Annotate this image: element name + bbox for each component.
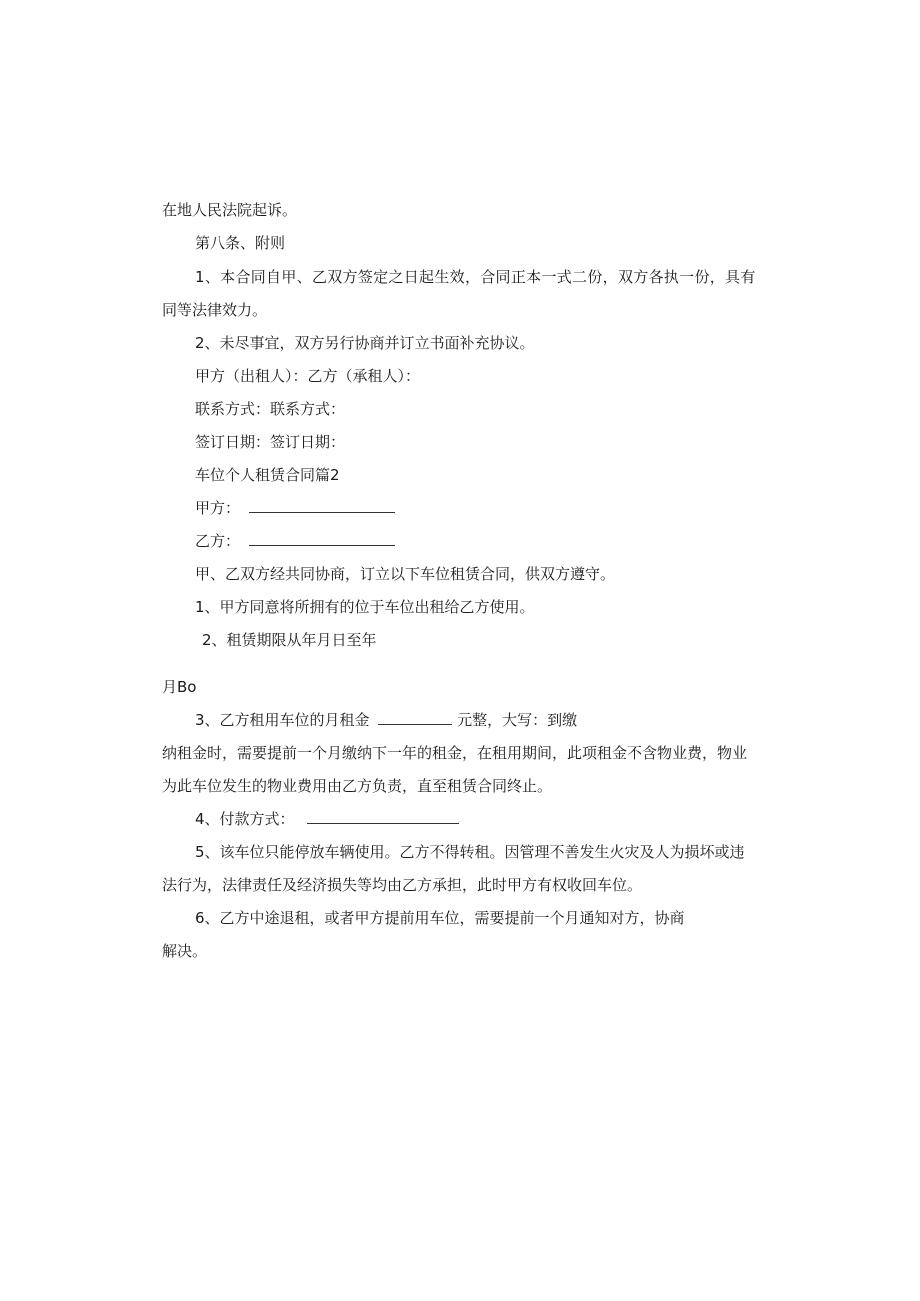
sign-date-line: 签订日期：签订日期： — [195, 433, 346, 451]
contact-line: 联系方式：联系方式： — [195, 400, 346, 418]
paragraph-line: 2、租赁期限从年月日至年 — [202, 631, 377, 649]
signature-parties-line: 甲方（出租人）：乙方（承租人）： — [195, 367, 421, 385]
party-a-blank — [249, 498, 395, 513]
paragraph-line: 2、未尽事宜，双方另行协商并订立书面补充协议。 — [195, 334, 535, 352]
paragraph-line: 1、甲方同意将所拥有的位于车位出租给乙方使用。 — [195, 598, 535, 616]
contract-title: 车位个人租赁合同篇2 — [195, 466, 340, 484]
paragraph-line: 同等法律效力。 — [162, 301, 268, 319]
payment-label: 4、付款方式： — [195, 810, 295, 828]
rent-field — [195, 710, 577, 730]
party-b-label: 乙方： — [195, 532, 241, 550]
paragraph-line: 1、本合同自甲、乙双方签定之日起生效，合同正本一式二份，双方各执一份，具有 — [195, 268, 756, 286]
section-heading: 第八条、附则 — [195, 234, 286, 252]
paragraph-line: 解决。 — [162, 942, 208, 960]
paragraph-line: 甲、乙双方经共同协商，订立以下车位租赁合同，供双方遵守。 — [195, 565, 616, 583]
rent-blank — [378, 710, 452, 725]
party-a-field — [195, 498, 395, 518]
paragraph-line: 在地人民法院起诉。 — [162, 201, 298, 219]
paragraph-line: 6、乙方中途退租，或者甲方提前用车位，需要提前一个月通知对方，协商 — [195, 909, 685, 927]
paragraph-line: 月Bo — [162, 678, 197, 696]
paragraph-line: 法行为，法律责任及经济损失等均由乙方承担，此时甲方有权收回车位。 — [162, 876, 643, 894]
paragraph-line: 5、该车位只能停放车辆使用。乙方不得转租。因管理不善发生火灾及人为损坏或违 — [195, 843, 745, 861]
payment-blank — [307, 809, 459, 824]
rent-label: 3、乙方租用车位的月租金 — [195, 711, 370, 729]
party-b-field — [195, 531, 395, 551]
paragraph-line: 为此车位发生的物业费用由乙方负责，直至租赁合同终止。 — [162, 777, 553, 795]
rent-suffix: 元整，大写：到缴 — [457, 711, 578, 729]
paragraph-line: 纳租金时，需要提前一个月缴纳下一年的租金，在租用期间，此项租金不含物业费，物业 — [162, 744, 748, 762]
party-a-label: 甲方： — [195, 499, 241, 517]
party-b-blank — [249, 531, 395, 546]
payment-field — [195, 809, 459, 829]
